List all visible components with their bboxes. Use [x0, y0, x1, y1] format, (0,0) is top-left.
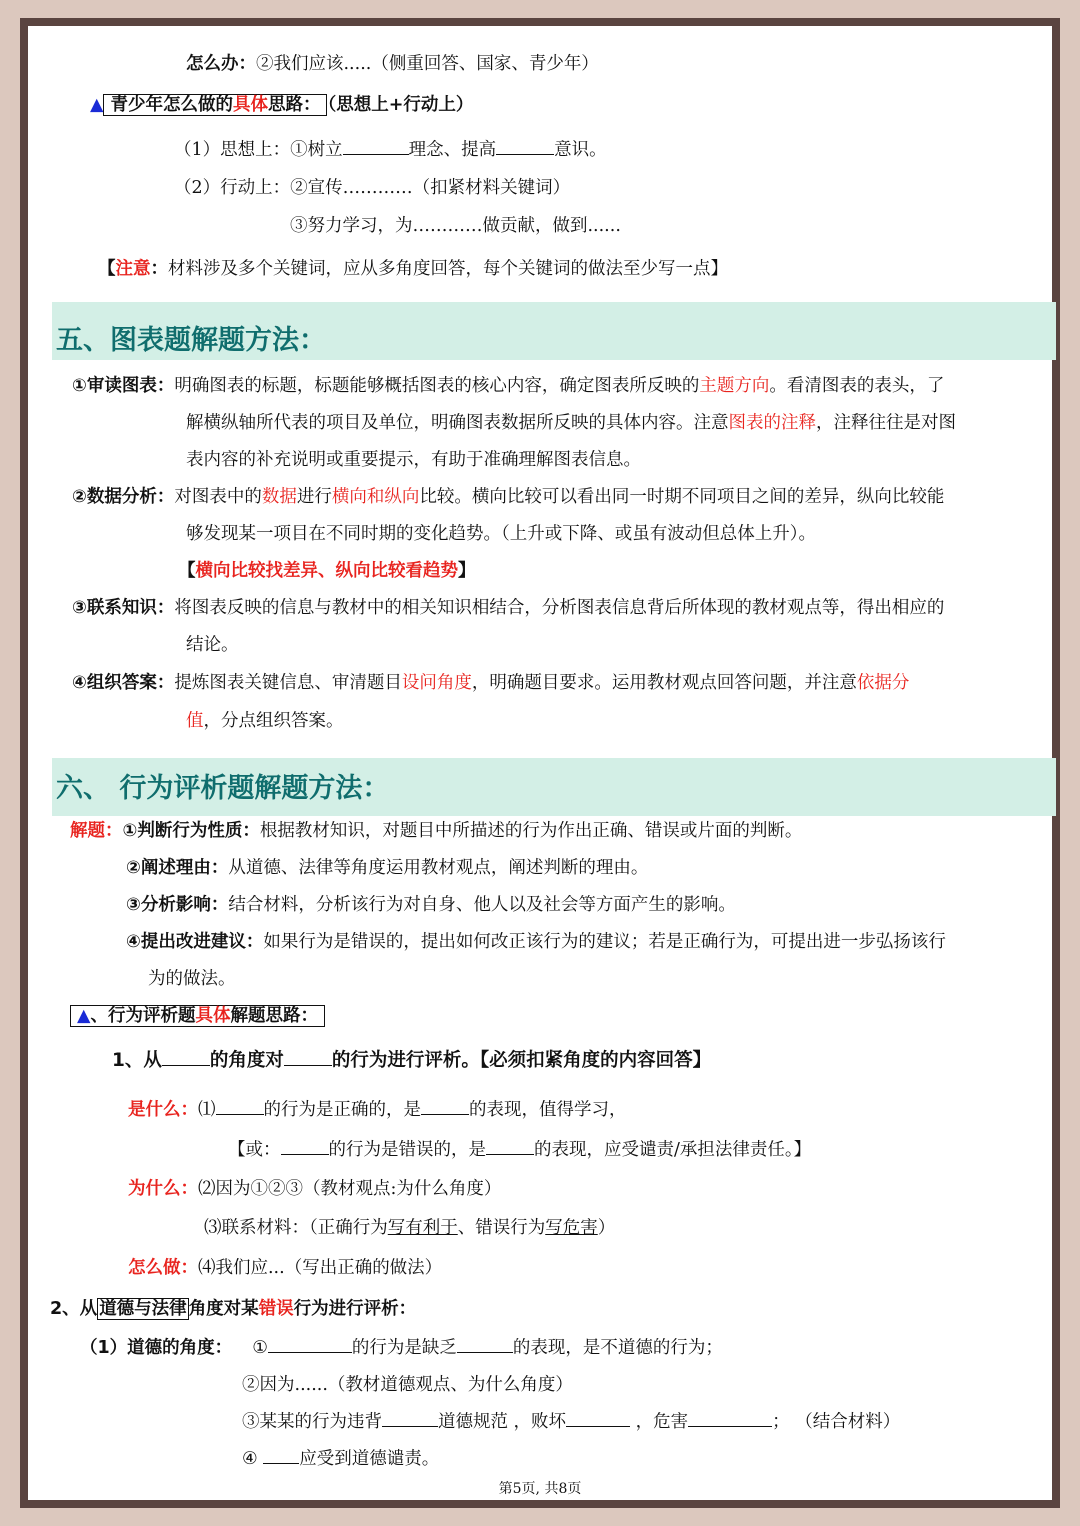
triangle-icon: ▲ — [77, 1006, 91, 1026]
page-footer: 第5页, 共8页 — [498, 1481, 582, 1497]
top-line-3: （1）思想上：①树立 理念、提高 意识。 — [174, 140, 607, 160]
s5-p2-tip: 【横向比较找差异、纵向比较看趋势】 — [178, 561, 476, 581]
triangle-icon: ▲ — [90, 95, 104, 115]
s5-p3-line1: ③联系知识：将图表反映的信息与教材中的相关知识相结合，分析图表信息背后所体现的教材观点等，得出相应的 — [72, 598, 945, 618]
s6-j3: ③分析影响：结合材料，分析该行为对自身、他人以及社会等方面产生的影响。 — [126, 895, 736, 915]
top-line-4: （2）行动上：②宣传…………（扣紧材料关键词） — [174, 178, 571, 198]
s6-step2: 2、从 道德与法律 角度对某错误行为进行评析： — [50, 1299, 417, 1319]
s5-p1-line2: 解横纵轴所代表的项目及单位，明确图表数据所反映的具体内容。注意图表的注释，注释往往是对图 — [186, 413, 956, 433]
s5-p4-line2: 值，分点组织答案。 — [186, 711, 344, 731]
s6-j1: 解题：①判断行为性质：根据教材知识，对题目中所描述的行为作出正确、错误或片面的判断。 — [70, 821, 803, 841]
s6-moral-1: （1）道德的角度： ① 的行为是缺乏 的表现，是不道德的行为； — [80, 1338, 723, 1358]
boxed-heading: 青少年怎么做的具体思路： — [103, 94, 327, 116]
s6-j4-line2: 为的做法。 — [148, 969, 236, 989]
note-line: 【注意：材料涉及多个关键词，应从多角度回答，每个关键词的做法至少写一点】 — [98, 259, 728, 279]
s5-p3-line2: 结论。 — [186, 635, 239, 655]
s6-moral-4: ④ 应受到道德谴责。 — [242, 1449, 440, 1469]
s6-boxed-heading: ▲、行为评析题具体解题思路： — [70, 1004, 325, 1028]
s6-moral-2: ②因为......（教材道德观点、为什么角度） — [242, 1375, 573, 1395]
s6-why-2: ⑶联系材料：（正确行为写有利于、错误行为写危害） — [204, 1218, 616, 1238]
s5-p1-line3: 表内容的补充说明或重要提示，有助于准确理解图表信息。 — [186, 450, 641, 470]
document-page — [28, 26, 1052, 1500]
section-6-title: 六、 行为评析题解题方法： — [56, 773, 390, 804]
s6-j4: ④提出改进建议：如果行为是错误的，提出如何改正该行为的建议；若是正确行为，可提出进一步弘扬该行 — [126, 932, 946, 952]
s5-p1-line1: ①审读图表：明确图表的标题，标题能够概括图表的核心内容，确定图表所反映的主题方向。看清图表的表头，了 — [72, 376, 945, 396]
s6-j2: ②阐述理由：从道德、法律等角度运用教材观点，阐述判断的理由。 — [126, 858, 649, 878]
s5-p4-line1: ④组织答案：提炼图表关键信息、审清题目设问角度，明确题目要求。运用教材观点回答问题，并注意依据分 — [72, 673, 910, 693]
s6-or: 【或： 的行为是错误的，是 的表现，应受谴责/承担法律责任。】 — [228, 1140, 812, 1160]
s6-how: 怎么做：⑷我们应...（写出正确的做法） — [128, 1258, 443, 1278]
s5-p2-line1: ②数据分析：对图表中的数据进行横向和纵向比较。横向比较可以看出同一时期不同项目之间的差异，纵向比较能 — [72, 487, 945, 507]
s6-what: 是什么：⑴ 的行为是正确的，是 的表现，值得学习， — [128, 1100, 627, 1120]
top-line-1: 怎么办：②我们应该.....（侧重回答、国家、青少年） — [186, 54, 599, 74]
s6-why: 为什么：⑵因为①②③（教材观点:为什么角度） — [128, 1179, 502, 1199]
s5-p2-line2: 够发现某一项目在不同时期的变化趋势。（上升或下降、或虽有波动但总体上升）。 — [186, 524, 816, 544]
top-line-2: ▲ 青少年怎么做的具体思路： （思想上+行动上） — [90, 95, 474, 115]
top-line-5: ③努力学习，为…………做贡献，做到...... — [290, 216, 621, 236]
s6-moral-3: ③某某的行为违背 道德规范 ，败坏 ，危害 ； （结合材料） — [242, 1412, 901, 1432]
s6-step1: 1、从 的角度对 的行为进行评析。【必须扣紧角度的内容回答】 — [112, 1050, 712, 1071]
section-5-title: 五、图表题解题方法： — [56, 325, 326, 356]
